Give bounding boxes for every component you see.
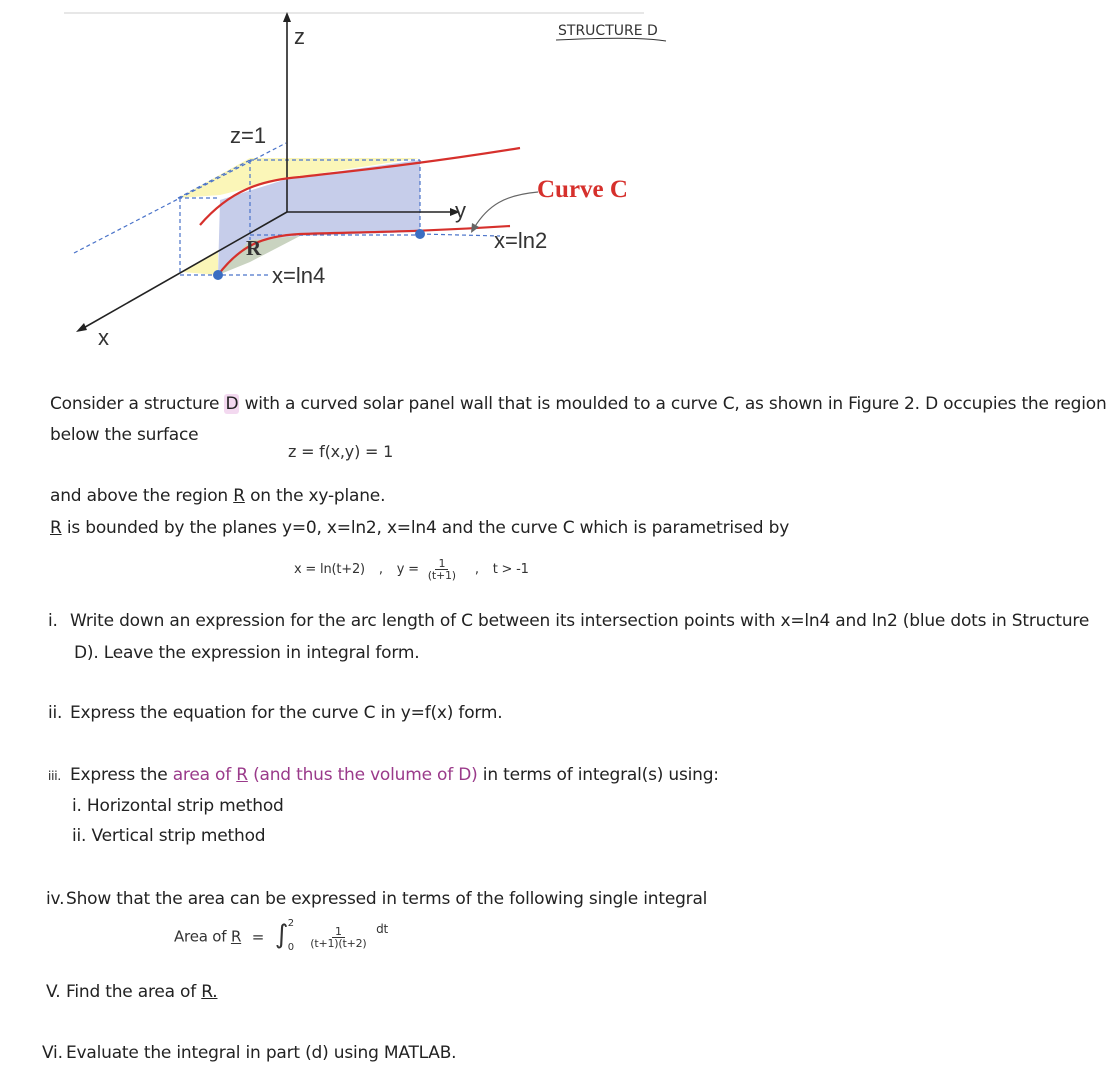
intro-line3-b: on the xy-plane. <box>250 486 386 506</box>
question-1 <box>48 611 1089 631</box>
integral-lower: 0 <box>287 942 294 953</box>
curve-leader <box>474 192 538 228</box>
param-y-den: (t+1) <box>427 569 456 582</box>
q4-text: Show that the area can be expressed in terms of the following single integral <box>66 889 708 909</box>
area-integral <box>174 918 389 953</box>
intersection-dot-ln2 <box>415 229 425 239</box>
q5-region-R: R. <box>201 982 218 1002</box>
intro-text-b: with a curved solar panel wall that is moulded to a curve C, as shown in Figure 2. D occupies the region <box>244 394 1107 414</box>
q3-sub-horizontal: i. Horizontal strip method <box>72 796 284 816</box>
intro-line-1 <box>50 394 1107 414</box>
integrand-num: 1 <box>332 926 345 938</box>
q1-marker: i. <box>48 611 58 631</box>
x-axis <box>80 212 287 330</box>
integrand-den: (t+1)(t+2) <box>310 936 367 950</box>
question-1-line-2: D). Leave the expression in integral form. <box>74 643 420 663</box>
param-y-fraction <box>425 558 459 581</box>
param-t: t > -1 <box>492 562 529 577</box>
intro-line-2: below the surface <box>50 425 199 445</box>
q3-region-R: R <box>236 765 248 785</box>
label-x-ln2: x=ln2 <box>494 228 548 253</box>
q3-marker: iii. <box>48 769 62 783</box>
q3-pink-volume: (and thus the volume of D) <box>253 765 478 785</box>
dashed-to-ln2 <box>420 234 500 236</box>
structure-label: STRUCTURE D <box>558 23 658 39</box>
param-y-num: 1 <box>435 558 448 570</box>
parametrisation: x = ln(t+2) , y = $\frac{1}{(t+1)}$ , t > -1 <box>294 557 529 582</box>
q5-marker: V. <box>46 982 61 1002</box>
intro-line3-a: and above the region <box>50 486 228 506</box>
label-R: R <box>246 236 262 260</box>
question-3 <box>48 765 719 785</box>
integral-sign <box>274 918 301 953</box>
intro-text-a: Consider a structure <box>50 394 220 414</box>
q5-text: Find the area of <box>66 982 197 1002</box>
label-y-axis: y <box>455 198 466 223</box>
area-equals: = <box>251 927 265 946</box>
question-4 <box>46 889 707 909</box>
q6-marker: Vi. <box>42 1043 63 1063</box>
param-x: x = ln(t+2) <box>294 562 365 577</box>
q3-text-b: in terms of integral(s) using: <box>482 765 719 785</box>
intro-line4-b: is bounded by the planes y=0, x=ln2, x=ln4 and the curve C which is parametrised by <box>66 518 790 538</box>
question-6 <box>42 1043 456 1063</box>
structure-D-highlight: D <box>225 394 239 414</box>
label-z-axis: z <box>294 24 305 49</box>
x-arrow <box>76 323 87 332</box>
q4-marker: iv. <box>46 889 65 909</box>
surface-equation: z = f(x,y) = 1 <box>288 442 394 461</box>
question-5 <box>46 982 217 1002</box>
area-label: Area of <box>174 927 227 946</box>
q3-sub-vertical: ii. Vertical strip method <box>72 826 266 846</box>
region-R-ref: R <box>233 486 245 506</box>
q2-marker: ii. <box>48 703 63 723</box>
q3-text-a: Express the <box>70 765 168 785</box>
label-curve-C: Curve C <box>537 176 628 203</box>
q3-pink-area: area of <box>172 765 232 785</box>
intersection-dot-ln4 <box>213 270 223 280</box>
structure-figure <box>0 0 998 360</box>
integrand-fraction <box>307 926 369 949</box>
question-2 <box>48 703 502 723</box>
label-x-ln4: x=ln4 <box>272 263 326 288</box>
integral-dt: dt <box>376 922 389 936</box>
intro-line-4 <box>50 518 789 538</box>
area-region-R: R <box>230 927 242 946</box>
q2-text: Express the equation for the curve C in y=f(x) form. <box>70 703 503 723</box>
intro-line-3 <box>50 486 385 506</box>
region-R-ref-2: R <box>50 518 62 538</box>
integral-upper: 2 <box>287 918 294 929</box>
label-x-axis: x <box>98 325 109 350</box>
integral-symbol: ∫ <box>274 920 289 950</box>
q6-text: Evaluate the integral in part (d) using MATLAB. <box>66 1043 457 1063</box>
label-z1: z=1 <box>230 123 267 148</box>
param-y-label: y = <box>396 562 419 577</box>
q1-line-1: Write down an expression for the arc length of C between its intersection points with x=ln4 and ln2 (blue dots in Structure <box>70 611 1090 631</box>
